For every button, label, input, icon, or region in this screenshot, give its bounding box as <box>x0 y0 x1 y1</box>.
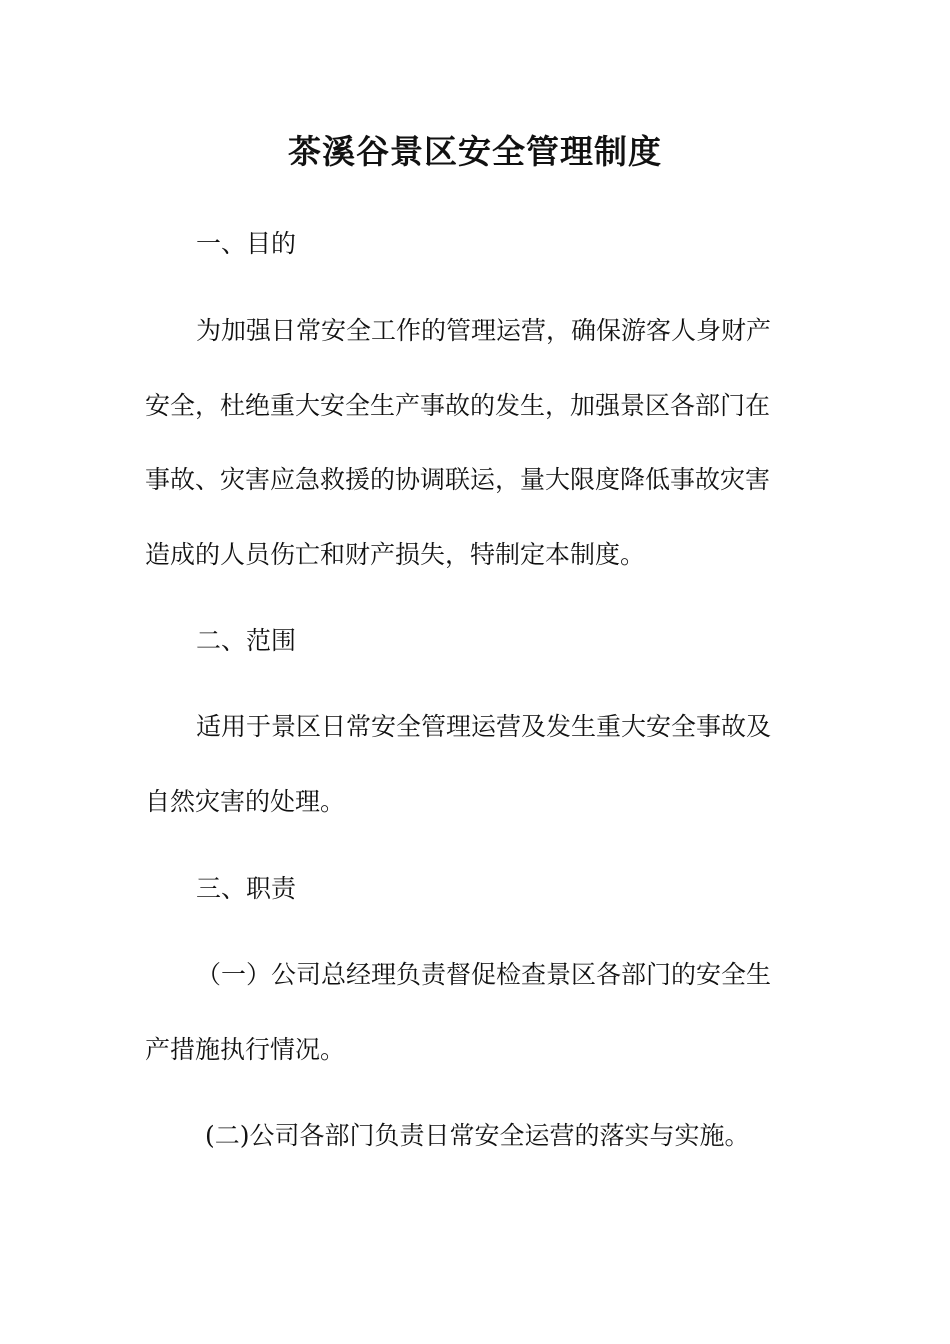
purpose-paragraph-line-3: 事故、灾害应急救援的协调联运，量大限度降低事故灾害 <box>145 465 771 494</box>
scope-paragraph-line-2: 自然灾害的处理。 <box>145 787 346 816</box>
purpose-paragraph-line-1: 为加强日常安全工作的管理运营，确保游客人身财产 <box>196 316 772 345</box>
scope-paragraph-line-1: 适用于景区日常安全管理运营及发生重大安全事故及 <box>196 712 772 741</box>
responsibility-item-1-line-2: 产措施执行情况。 <box>145 1035 346 1064</box>
section-heading-purpose: 一、目的 <box>196 229 297 258</box>
section-heading-responsibilities: 三、职责 <box>196 874 297 903</box>
purpose-paragraph-line-4: 造成的人员伤亡和财产损失，特制定本制度。 <box>145 540 646 569</box>
responsibility-item-2-line-1: (二)公司各部门负责日常安全运营的落实与实施。 <box>205 1121 750 1150</box>
responsibility-item-1-line-1: （一）公司总经理负责督促检查景区各部门的安全生 <box>196 960 772 989</box>
section-heading-scope: 二、范围 <box>196 626 297 655</box>
purpose-paragraph-line-2: 安全，杜绝重大安全生产事故的发生，加强景区各部门在 <box>145 391 771 420</box>
document-title: 茶溪谷景区安全管理制度 <box>288 132 662 171</box>
